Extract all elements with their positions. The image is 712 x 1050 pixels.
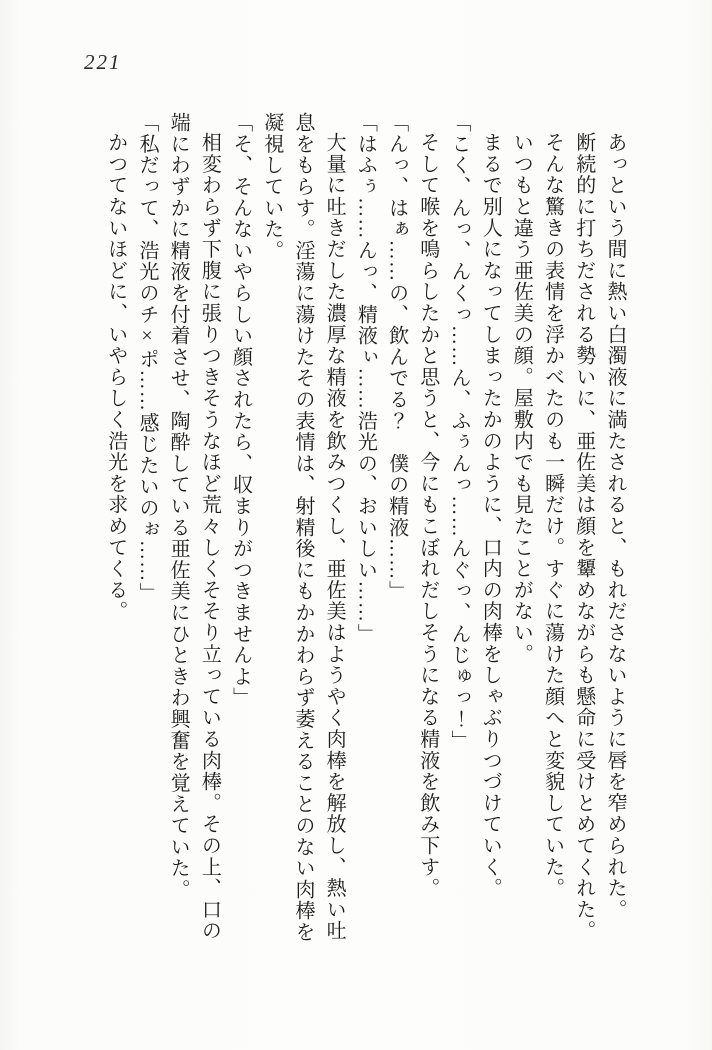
paragraph: あっという間に熱い白濁液に満たされると、もれださないように唇を窄められた。 (604, 132, 626, 921)
paragraph: いつもと違う亜佐美の顔。屋敷内でも見たことがない。 (510, 132, 533, 665)
paragraph: そして喉を鳴らしたかと思うと、今にもこぼれだしそうになる精液を飲み下す。 (416, 132, 439, 899)
paragraph: かつてないほどに、いやらしく浩光を求めてくる。 (104, 132, 127, 622)
paragraph: 「はふぅ……んっ、精液ぃ……浩光の、おいしい……」 (354, 112, 377, 645)
paragraph: 「そ、そんないやらしい顔されたら、収まりがつきませんよ」 (229, 112, 252, 709)
paragraph: 「私だって、浩光のチ×ポ……感じたいのぉ……」 (135, 112, 158, 604)
paragraph: 「こく、んっ、んくっ……ん、ふぅんっ……んぐっ、んじゅっ！」 (447, 112, 470, 751)
paragraph: 「んっ、はぁ……の、飲んでる？ 僕の精液……」 (385, 112, 408, 602)
paragraph: 大量に吐きだした濃厚な精液を飲みつくし、亜佐美はようやく肉棒を解放し、熱い吐息をもらす。淫蕩に蕩けたその表情は、射精後にもかかわらず萎えることのない肉棒を凝視していた。 (260, 112, 346, 943)
page-number: 221 (84, 50, 122, 74)
paragraph: そんな驚きの表情を浮かべたのも一瞬だけ。すぐに蕩けた顔へと変貌していた。 (541, 132, 564, 899)
novel-text-block (100, 112, 630, 946)
paragraph: 断続的に打ちだされる勢いに、亜佐美は顔を顰めながらも懸命に受けとめてくれた。 (572, 132, 595, 942)
paragraph: 相変わらず下腹に張りつきそうなほど荒々しくそそり立っている肉棒。その上、口の端にわずかに精液を付着させ、陶酔している亜佐美にひときわ興奮を覚えていた。 (167, 112, 221, 942)
paragraph: まるで別人になってしまったかのように、口内の肉棒をしゃぶりつづけていく。 (479, 132, 502, 899)
